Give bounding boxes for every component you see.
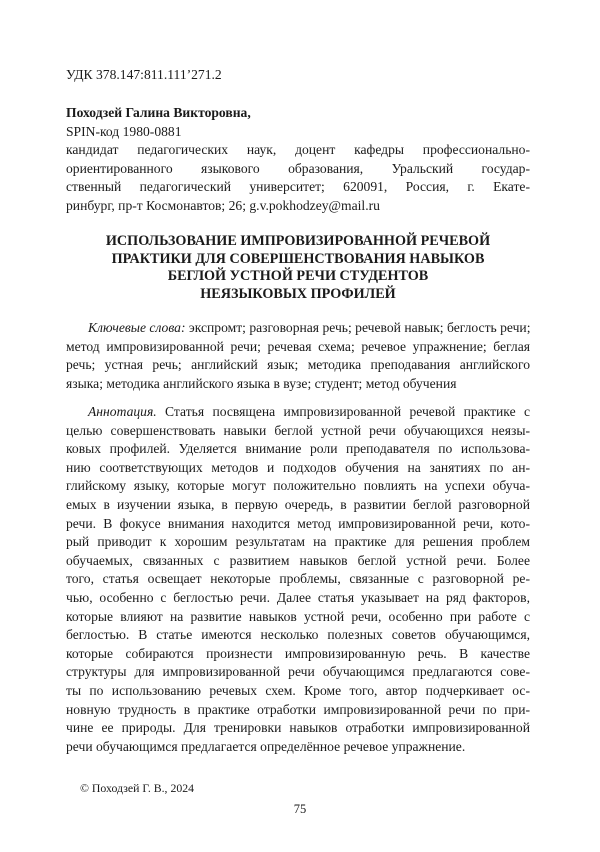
- abstract-line: речи. В фокусе внимания находится метод импровизированной речи, кото-: [66, 515, 530, 531]
- abstract-line: [66, 403, 530, 422]
- article-title: [66, 233, 530, 303]
- udk-block: [66, 66, 530, 85]
- title-line: ИСПОЛЬЗОВАНИЕ ИМПРОВИЗИРОВАННОЙ РЕЧЕВОЙ: [105, 233, 491, 249]
- abstract-line: емых в изучении языка, в первую очередь, в развитии беглой разговорной: [66, 496, 530, 512]
- author-affiliation-line: ориентированного языкового образования, Уральский государ-: [66, 160, 530, 176]
- keywords-line: метод импровизированной речи; речевая схема; речевое упражнение; беглая: [66, 338, 530, 354]
- abstract-line: глийскому языку, которые могут положительно повлиять на успехи обуча-: [66, 478, 530, 494]
- abstract-line: нию соответствующих методов и подходов обучения на занятиях по ан-: [66, 459, 530, 475]
- abstract-line: обучаемых, связанных с развитием навыков беглой устной речи. Более: [66, 552, 530, 568]
- abstract-line: которые влияют на развитие навыков устной речи, особенно при работе с: [66, 608, 530, 624]
- author-block: [66, 104, 530, 216]
- title-line: БЕГЛОЙ УСТНОЙ РЕЧИ СТУДЕНТОВ: [167, 268, 429, 285]
- abstract-line: целью совершенствовать навыки беглой устной речи обучающихся неязы-: [66, 422, 530, 438]
- keywords-block: [66, 319, 530, 393]
- keywords-line: языка; методика английского языка в вузе; студент; метод обучения: [66, 375, 457, 391]
- keywords-text: экспромт; разговорная речь; речевой навык; беглость речи;: [185, 320, 531, 335]
- abstract-line: ковых профилей. Уделяется внимание роли преподавателя по использова-: [66, 441, 530, 457]
- abstract-line: рый приводит к хорошим результатам на практике для решения проблем: [66, 534, 530, 550]
- page-number: 75: [293, 802, 307, 816]
- author-affiliation-line: ринбург, пр-т Космонавтов; 26; g.v.pokhodzey@mail.ru: [66, 197, 380, 213]
- title-line: ПРАКТИКИ ДЛЯ СОВЕРШЕНСТВОВАНИЯ НАВЫКОВ: [111, 250, 485, 267]
- abstract-line: того, статья освещает некоторые проблемы, связанные с разговорной ре-: [66, 571, 530, 587]
- keywords-label: Ключевые слова:: [88, 320, 186, 335]
- abstract-line: чью, особенно с беглостью речи. Далее статья указывает на ряд факторов,: [66, 589, 530, 605]
- abstract-line: чине ее природы. Для тренировки навыков отработки импровизированной: [66, 720, 530, 736]
- abstract-line: беглостью. В статье имеются несколько полезных советов обучающимся,: [66, 627, 530, 643]
- udk-code: УДК 378.147:811.111’271.2: [66, 67, 222, 82]
- abstract-block: [66, 403, 530, 756]
- author-spin: SPIN-код 1980-0881: [66, 123, 182, 139]
- abstract-line: речи обучающимся предлагается определённое речевое упражнение.: [66, 738, 466, 754]
- abstract-line: структуры для импровизированной речи обучающимся предлагаются сове-: [66, 664, 530, 680]
- keywords-line: речь; устная речь; английский язык; методика преподавания английского: [66, 357, 530, 373]
- keywords-line: [66, 319, 530, 338]
- abstract-line: новную трудность в практике отработки импровизированной речи по при-: [66, 701, 530, 717]
- author-affiliation-line: кандидат педагогических наук, доцент кафедры профессионально-: [66, 142, 530, 158]
- abstract-label: Аннотация.: [88, 404, 157, 419]
- abstract-line: ты по использованию речевых схем. Кроме того, автор подчеркивает ос-: [66, 682, 530, 698]
- abstract-line: которые собираются произнести импровизированную речь. В качестве: [66, 645, 530, 661]
- author-name: Походзей Галина Викторовна,: [66, 105, 251, 120]
- abstract-text: Статья посвящена импровизированной речевой практике с: [156, 404, 530, 419]
- title-line: НЕЯЗЫКОВЫХ ПРОФИЛЕЙ: [200, 285, 396, 302]
- author-affiliation-line: ственный педагогический университет; 620091, Россия, г. Екате-: [66, 179, 530, 195]
- copyright-notice: © Походзей Г. В., 2024: [80, 781, 195, 795]
